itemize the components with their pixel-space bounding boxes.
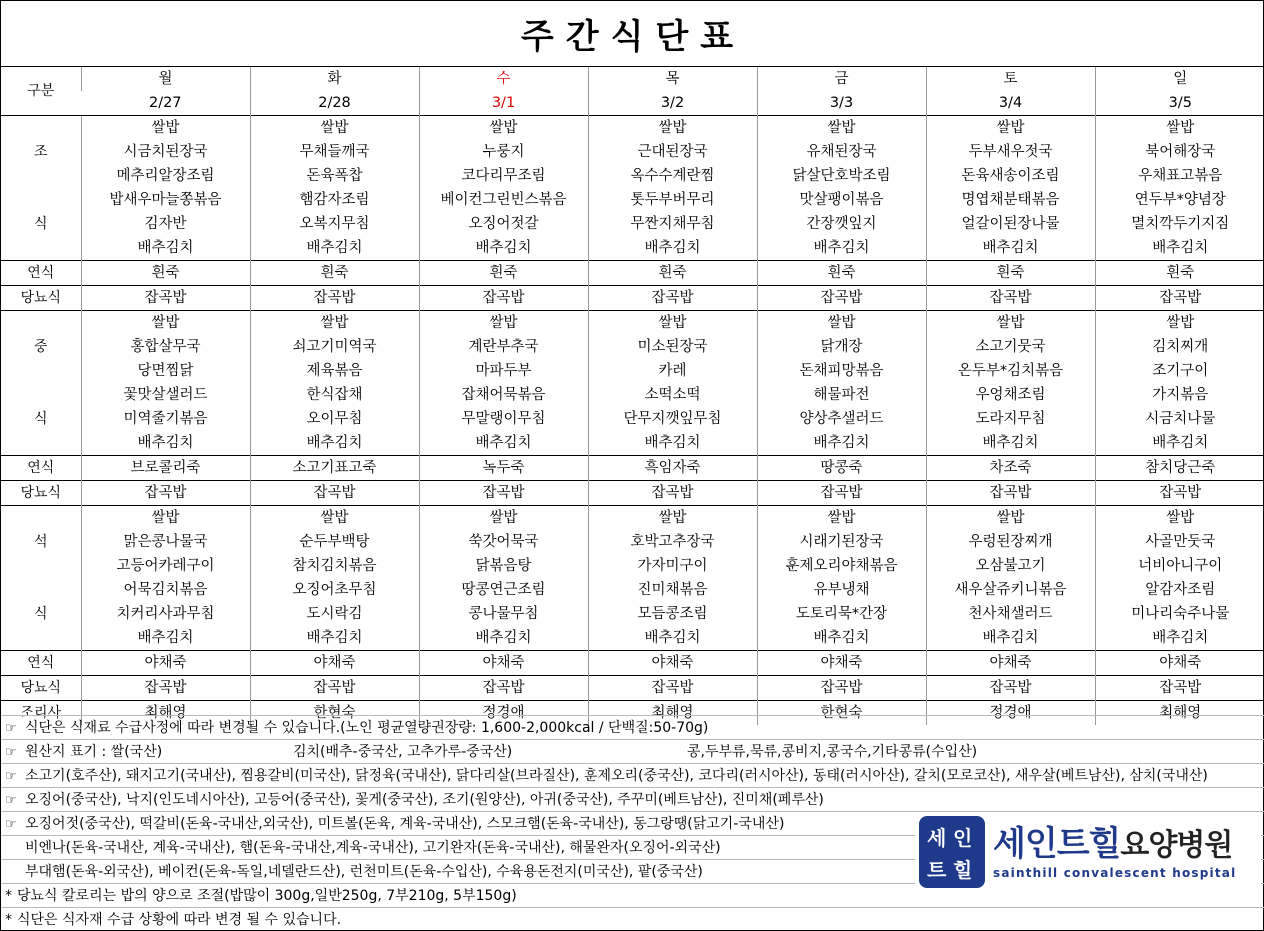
page-title: 주간식단표 [1, 1, 1264, 67]
row-label [1, 626, 81, 651]
origin-beans: 콩,두부류,묵류,콩비지,콩국수,기타콩류(수입산) [687, 744, 978, 760]
menu-cell: 햄감자조림 [250, 188, 419, 212]
note-line [1, 739, 1264, 763]
menu-cell: 간장깻잎지 [757, 212, 926, 236]
menu-row [1, 676, 1264, 701]
menu-cell: 돈육새송이조림 [926, 164, 1095, 188]
menu-cell: 흰죽 [588, 261, 757, 286]
menu-row [1, 431, 1264, 456]
menu-cell: 메추리알장조림 [81, 164, 250, 188]
row-label [1, 554, 81, 578]
menu-cell: 얼갈이된장나물 [926, 212, 1095, 236]
menu-cell: 흰죽 [419, 261, 588, 286]
menu-cell: 밥새우마늘쫑볶음 [81, 188, 250, 212]
menu-cell: 오이무침 [250, 407, 419, 431]
menu-row [1, 578, 1264, 602]
menu-cell: 흰죽 [926, 261, 1095, 286]
menu-row [1, 311, 1264, 336]
menu-cell: 배추김치 [419, 626, 588, 651]
menu-cell: 진미채볶음 [588, 578, 757, 602]
menu-cell: 배추김치 [250, 236, 419, 261]
row-label [1, 164, 81, 188]
menu-cell: 천사채샐러드 [926, 602, 1095, 626]
menu-cell: 쌀밥 [757, 116, 926, 141]
menu-cell: 닭볶음탕 [419, 554, 588, 578]
menu-cell: 배추김치 [757, 236, 926, 261]
row-label: 당뇨식 [1, 286, 81, 311]
menu-cell: 흰죽 [757, 261, 926, 286]
logo-name-sub: 요양병원 [1120, 828, 1233, 863]
row-label: 조리사 [1, 701, 81, 726]
row-label: 식 [33, 411, 48, 427]
menu-cell: 제육볶음 [250, 359, 419, 383]
logo-mark-char: 세 [927, 826, 947, 850]
menu-cell: 잡곡밥 [250, 676, 419, 701]
menu-cell: 배추김치 [926, 431, 1095, 456]
menu-cell: 미역줄기볶음 [81, 407, 250, 431]
row-label: 연식 [1, 651, 81, 676]
date-header: 3/1 [419, 91, 588, 116]
day-header: 일 [1095, 67, 1264, 91]
menu-cell: 잡곡밥 [81, 676, 250, 701]
menu-cell: 쌀밥 [419, 311, 588, 336]
menu-cell: 가지볶음 [1095, 383, 1264, 407]
menu-cell: 녹두죽 [419, 456, 588, 481]
menu-cell: 배추김치 [81, 431, 250, 456]
menu-cell: 호박고추장국 [588, 530, 757, 554]
menu-cell: 맛살팽이볶음 [757, 188, 926, 212]
menu-row [1, 407, 1264, 431]
menu-cell: 연두부*양념장 [1095, 188, 1264, 212]
menu-cell: 미소된장국 [588, 335, 757, 359]
menu-cell: 우렁된장찌개 [926, 530, 1095, 554]
menu-cell: 배추김치 [588, 626, 757, 651]
pointing-hand-icon: ☞ [5, 721, 17, 736]
menu-cell: 단무지깻잎무침 [588, 407, 757, 431]
menu-cell: 참치김치볶음 [250, 554, 419, 578]
menu-cell: 참치당근죽 [1095, 456, 1264, 481]
menu-cell: 쌀밥 [81, 116, 250, 141]
row-label: 당뇨식 [1, 676, 81, 701]
menu-cell: 치커리사과무침 [81, 602, 250, 626]
menu-cell: 옥수수계란찜 [588, 164, 757, 188]
menu-cell: 쌀밥 [419, 116, 588, 141]
menu-cell: 흰죽 [81, 261, 250, 286]
menu-cell: 유부냉채 [757, 578, 926, 602]
row-label [1, 116, 81, 141]
pointing-hand-icon: ☞ [5, 745, 17, 760]
menu-cell: 홍합살무국 [81, 335, 250, 359]
menu-cell: 쌀밥 [1095, 506, 1264, 531]
menu-cell: 잡곡밥 [419, 286, 588, 311]
menu-cell: 잡곡밥 [757, 481, 926, 506]
date-header: 3/2 [588, 91, 757, 116]
logo-text [993, 824, 1236, 880]
menu-row [1, 530, 1264, 554]
menu-cell: 마파두부 [419, 359, 588, 383]
header-day-row [1, 67, 1264, 91]
menu-cell: 쌀밥 [757, 506, 926, 531]
day-header: 수 [419, 67, 588, 91]
menu-cell: 시래기된장국 [757, 530, 926, 554]
menu-cell: 한식잡채 [250, 383, 419, 407]
menu-cell: 쌀밥 [81, 311, 250, 336]
menu-cell: 양상추샐러드 [757, 407, 926, 431]
menu-cell: 한현숙 [757, 701, 926, 726]
menu-row [1, 506, 1264, 531]
menu-cell: 코다리무조림 [419, 164, 588, 188]
menu-row [1, 116, 1264, 141]
menu-cell: 쑥갓어묵국 [419, 530, 588, 554]
menu-cell: 쌀밥 [250, 311, 419, 336]
menu-cell: 한현숙 [250, 701, 419, 726]
row-label [1, 311, 81, 336]
menu-cell: 오복지무침 [250, 212, 419, 236]
menu-cell: 명엽채분태볶음 [926, 188, 1095, 212]
menu-cell: 잡곡밥 [588, 286, 757, 311]
menu-cell: 도라지무침 [926, 407, 1095, 431]
menu-cell: 돈육폭찹 [250, 164, 419, 188]
menu-cell: 해물파전 [757, 383, 926, 407]
menu-cell: 쌀밥 [588, 311, 757, 336]
menu-cell: 당면찜닭 [81, 359, 250, 383]
logo-name [993, 824, 1236, 866]
menu-cell: 김치찌개 [1095, 335, 1264, 359]
menu-cell: 오징어젓갈 [419, 212, 588, 236]
menu-cell: 배추김치 [419, 431, 588, 456]
row-label: 당뇨식 [1, 481, 81, 506]
menu-cell: 고등어카레구이 [81, 554, 250, 578]
asterisk: * [5, 912, 12, 928]
row-label: 연식 [1, 261, 81, 286]
menu-row [1, 481, 1264, 506]
origin-kimchi: 김치(배추-중국산, 고추가루-중국산) [293, 744, 513, 760]
menu-cell: 배추김치 [81, 236, 250, 261]
menu-cell: 잡곡밥 [1095, 676, 1264, 701]
menu-cell: 쌀밥 [419, 506, 588, 531]
note-text: 부대햄(돈육-외국산), 베이컨(돈육-독일,네델란드산), 런천미트(돈육-수입산), 수육용돈전지(미국산), 팥(중국산) [25, 864, 703, 880]
menu-cell: 근대된장국 [588, 140, 757, 164]
menu-cell: 흰죽 [250, 261, 419, 286]
menu-cell: 잡곡밥 [419, 481, 588, 506]
menu-cell: 배추김치 [1095, 236, 1264, 261]
menu-row [1, 212, 1264, 236]
menu-cell: 배추김치 [1095, 431, 1264, 456]
menu-cell: 흰죽 [1095, 261, 1264, 286]
menu-cell: 잡곡밥 [250, 286, 419, 311]
menu-cell: 쌀밥 [926, 116, 1095, 141]
menu-cell: 잡곡밥 [81, 286, 250, 311]
menu-cell: 야채죽 [757, 651, 926, 676]
date-header: 3/4 [926, 91, 1095, 116]
logo-mark-icon [919, 816, 985, 888]
logo-mark-char: 힐 [953, 858, 973, 882]
menu-cell: 무채들깨국 [250, 140, 419, 164]
note-text: 오징어(중국산), 낙지(인도네시아산), 고등어(중국산), 꽃게(중국산), 조기(원양산), 아귀(중국산), 주꾸미(베트남산), 진미채(페루산) [25, 792, 824, 808]
day-header: 금 [757, 67, 926, 91]
menu-cell: 조기구이 [1095, 359, 1264, 383]
menu-cell: 콩나물무침 [419, 602, 588, 626]
menu-cell: 쌀밥 [1095, 116, 1264, 141]
menu-cell: 맑은콩나물국 [81, 530, 250, 554]
note-text: 소고기(호주산), 돼지고기(국내산), 찜용갈비(미국산), 닭정육(국내산), 닭다리살(브라질산), 훈제오리(중국산), 코다리(러시아산), 동태(러시아산), 갈치(모로코산), 새우살(베트남산), 삼치(국내산) [25, 768, 1208, 784]
menu-table [1, 67, 1264, 725]
menu-row [1, 188, 1264, 212]
date-header: 3/5 [1095, 91, 1264, 116]
menu-row [1, 383, 1264, 407]
menu-row [1, 140, 1264, 164]
note-line [1, 715, 1264, 739]
menu-cell: 무말랭이무침 [419, 407, 588, 431]
logo-name-main: 세인트힐 [993, 824, 1121, 864]
menu-cell: 땅콩죽 [757, 456, 926, 481]
menu-cell: 흑임자죽 [588, 456, 757, 481]
menu-cell: 베이컨그린빈스볶음 [419, 188, 588, 212]
logo-mark-char: 인 [953, 826, 973, 850]
menu-cell: 무짠지채무침 [588, 212, 757, 236]
menu-cell: 잡곡밥 [588, 481, 757, 506]
menu-cell: 야채죽 [1095, 651, 1264, 676]
menu-cell: 잡곡밥 [419, 676, 588, 701]
menu-cell: 쇠고기미역국 [250, 335, 419, 359]
menu-cell: 야채죽 [81, 651, 250, 676]
pointing-hand-icon: ☞ [5, 769, 17, 784]
menu-row [1, 286, 1264, 311]
menu-row [1, 236, 1264, 261]
menu-cell: 배추김치 [419, 236, 588, 261]
menu-cell: 최해영 [1095, 701, 1264, 726]
row-label [1, 236, 81, 261]
menu-row [1, 261, 1264, 286]
category-header: 구분 [27, 83, 55, 99]
hospital-logo [915, 813, 1261, 891]
menu-cell: 브로콜리죽 [81, 456, 250, 481]
menu-cell: 오징어초무침 [250, 578, 419, 602]
menu-cell: 꽃맛살샐러드 [81, 383, 250, 407]
row-label: 조 [33, 144, 48, 160]
menu-row [1, 359, 1264, 383]
note-line [1, 907, 1264, 931]
menu-cell: 쌀밥 [1095, 311, 1264, 336]
menu-row [1, 335, 1264, 359]
menu-row [1, 164, 1264, 188]
asterisk: * [5, 888, 12, 904]
menu-cell: 배추김치 [588, 431, 757, 456]
menu-row [1, 602, 1264, 626]
menu-cell: 너비아니구이 [1095, 554, 1264, 578]
row-label [1, 431, 81, 456]
menu-cell: 톳두부버무리 [588, 188, 757, 212]
menu-cell: 차조죽 [926, 456, 1095, 481]
menu-cell: 계란부추국 [419, 335, 588, 359]
logo-mark-char: 트 [927, 858, 947, 882]
menu-cell: 닭살단호박조림 [757, 164, 926, 188]
menu-cell: 카레 [588, 359, 757, 383]
menu-cell: 쌀밥 [588, 506, 757, 531]
day-header: 목 [588, 67, 757, 91]
note-text: 오징어젓(중국산), 떡갈비(돈육-국내산,외국산), 미트볼(돈육, 계육-국내산), 스모크햄(돈육-국내산), 동그랑땡(닭고기-국내산) [25, 816, 785, 832]
menu-cell: 야채죽 [926, 651, 1095, 676]
menu-cell: 잡곡밥 [1095, 481, 1264, 506]
menu-cell: 모듬콩조림 [588, 602, 757, 626]
menu-cell: 배추김치 [926, 236, 1095, 261]
menu-cell: 돈채피망볶음 [757, 359, 926, 383]
day-header: 화 [250, 67, 419, 91]
menu-cell: 쌀밥 [250, 506, 419, 531]
row-label [1, 188, 81, 212]
menu-cell: 잡곡밥 [926, 286, 1095, 311]
menu-cell: 쌀밥 [588, 116, 757, 141]
menu-cell: 배추김치 [81, 626, 250, 651]
menu-cell: 소떡소떡 [588, 383, 757, 407]
menu-cell: 쌀밥 [250, 116, 419, 141]
menu-cell: 도시락김 [250, 602, 419, 626]
note-text: 식단은 식자재 수급 상황에 따라 변경 될 수 있습니다. [17, 912, 342, 928]
menu-cell: 누룽지 [419, 140, 588, 164]
menu-cell: 잡곡밥 [250, 481, 419, 506]
row-label: 식 [33, 216, 48, 232]
menu-cell: 배추김치 [757, 431, 926, 456]
menu-cell: 북어해장국 [1095, 140, 1264, 164]
menu-cell: 우채표고볶음 [1095, 164, 1264, 188]
menu-cell: 배추김치 [250, 626, 419, 651]
row-label: 식 [33, 606, 48, 622]
note-line [1, 763, 1264, 787]
menu-cell: 정경애 [419, 701, 588, 726]
menu-cell: 잡곡밥 [1095, 286, 1264, 311]
menu-cell: 우엉채조림 [926, 383, 1095, 407]
menu-cell: 쌀밥 [757, 311, 926, 336]
menu-cell: 멸치깍두기지짐 [1095, 212, 1264, 236]
menu-cell: 배추김치 [250, 431, 419, 456]
pointing-hand-icon: ☞ [5, 817, 17, 832]
date-header: 2/27 [148, 95, 182, 111]
menu-cell: 두부새우젓국 [926, 140, 1095, 164]
menu-cell: 땅콩연근조림 [419, 578, 588, 602]
menu-cell: 쌀밥 [926, 311, 1095, 336]
menu-cell: 닭개장 [757, 335, 926, 359]
menu-cell: 배추김치 [757, 626, 926, 651]
menu-cell: 야채죽 [588, 651, 757, 676]
menu-cell: 소고기뭇국 [926, 335, 1095, 359]
menu-cell: 잡채어묵볶음 [419, 383, 588, 407]
menu-cell: 순두부백탕 [250, 530, 419, 554]
menu-cell: 야채죽 [419, 651, 588, 676]
menu-cell: 새우살쥬키니볶음 [926, 578, 1095, 602]
menu-cell: 미나리숙주나물 [1095, 602, 1264, 626]
menu-cell: 최해영 [588, 701, 757, 726]
origin-label: 원산지 표기 : 쌀(국산) [25, 744, 163, 760]
menu-cell: 잡곡밥 [757, 286, 926, 311]
menu-cell: 도토리묵*간장 [757, 602, 926, 626]
menu-cell: 김자반 [81, 212, 250, 236]
row-label: 연식 [1, 456, 81, 481]
menu-cell: 온두부*김치볶음 [926, 359, 1095, 383]
note-text: 당뇨식 칼로리는 밥의 양으로 조절(밥많이 300g,일반250g, 7부210g, 5부150g) [17, 888, 517, 904]
menu-cell: 잡곡밥 [757, 676, 926, 701]
logo-english-name: sainthill convalescent hospital [993, 866, 1237, 880]
date-header: 3/3 [757, 91, 926, 116]
menu-cell: 시금치나물 [1095, 407, 1264, 431]
row-label: 중 [33, 339, 48, 355]
menu-cell: 잡곡밥 [926, 676, 1095, 701]
menu-cell: 배추김치 [1095, 626, 1264, 651]
menu-row [1, 651, 1264, 676]
day-header: 토 [926, 67, 1095, 91]
menu-cell: 정경애 [926, 701, 1095, 726]
menu-cell: 배추김치 [926, 626, 1095, 651]
menu-cell: 유채된장국 [757, 140, 926, 164]
menu-cell: 오삼불고기 [926, 554, 1095, 578]
menu-cell: 쌀밥 [926, 506, 1095, 531]
menu-row [1, 626, 1264, 651]
note-line [1, 787, 1264, 811]
menu-cell: 잡곡밥 [926, 481, 1095, 506]
menu-cell: 시금치된장국 [81, 140, 250, 164]
note-text: 비엔나(돈육-국내산, 계육-국내산), 햄(돈육-국내산,계육-국내산), 고기완자(돈육-국내산), 해물완자(오징어-외국산) [25, 840, 721, 856]
menu-cell: 소고기표고죽 [250, 456, 419, 481]
row-label [1, 578, 81, 602]
menu-cell: 훈제오리야채볶음 [757, 554, 926, 578]
row-label [1, 359, 81, 383]
menu-row [1, 456, 1264, 481]
row-label [1, 506, 81, 531]
note-text: 식단은 식재료 수급사정에 따라 변경될 수 있습니다.(노인 평균열량권장량: 1,600-2,000kcal / 단백질:50-70g) [25, 720, 709, 736]
menu-cell: 야채죽 [250, 651, 419, 676]
menu-cell: 쌀밥 [81, 506, 250, 531]
header-date-row [1, 91, 1264, 116]
menu-cell: 가자미구이 [588, 554, 757, 578]
pointing-hand-icon: ☞ [5, 793, 17, 808]
menu-cell: 배추김치 [588, 236, 757, 261]
row-label [1, 383, 81, 407]
row-label: 석 [33, 534, 48, 550]
menu-cell: 최해영 [81, 701, 250, 726]
menu-cell: 알감자조림 [1095, 578, 1264, 602]
date-header: 2/28 [250, 91, 419, 116]
menu-cell: 어묵김치볶음 [81, 578, 250, 602]
menu-cell: 잡곡밥 [588, 676, 757, 701]
menu-row [1, 554, 1264, 578]
menu-cell: 잡곡밥 [81, 481, 250, 506]
menu-cell: 사골만둣국 [1095, 530, 1264, 554]
day-header: 월 [81, 67, 250, 91]
